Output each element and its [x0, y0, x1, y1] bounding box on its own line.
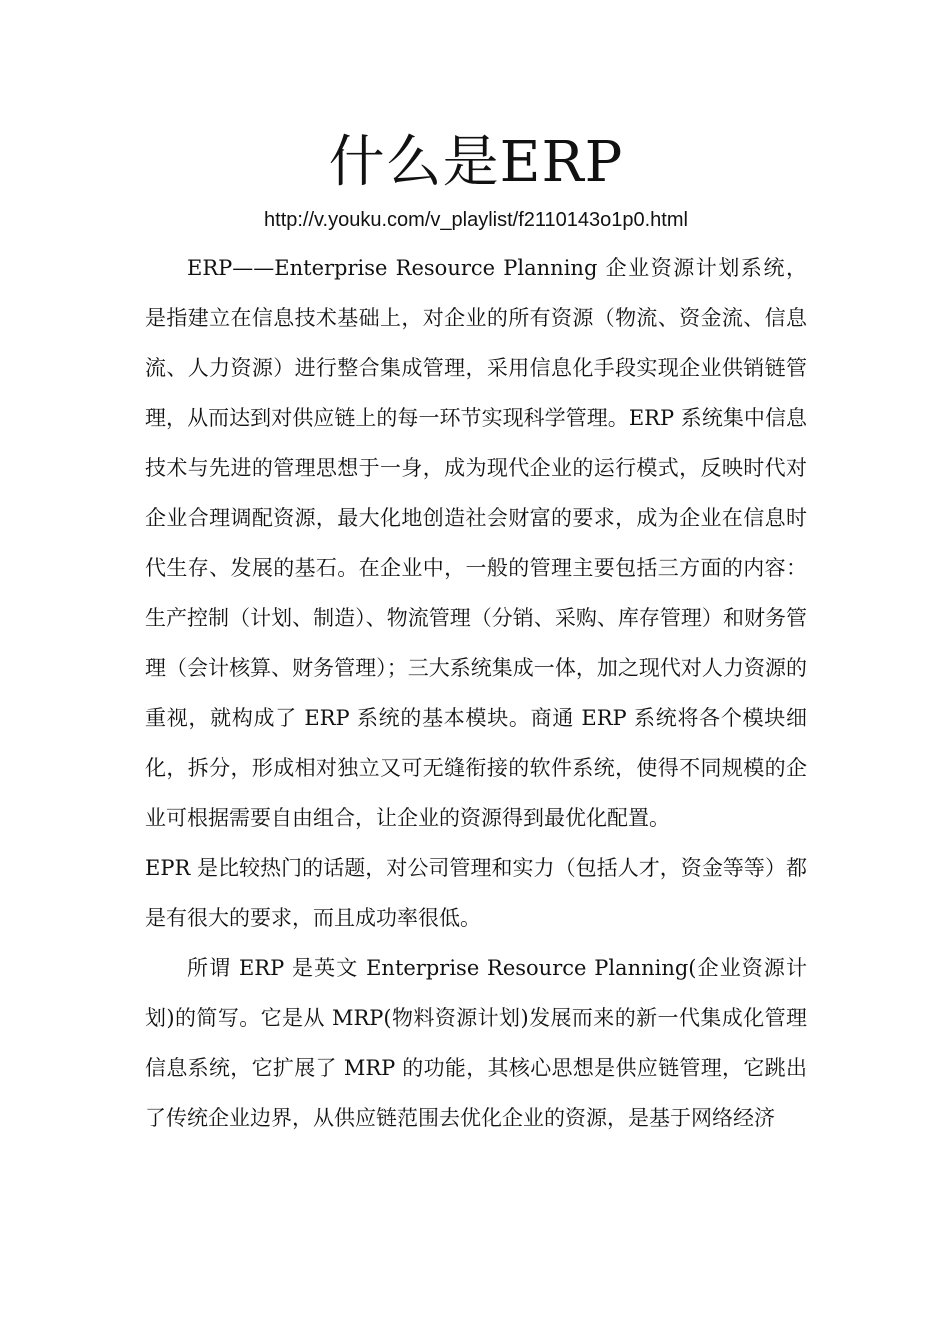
- paragraph-erp-definition: ERP——Enterprise Resource Planning 企业资源计划系统，是指建立在信息技术基础上，对企业的所有资源（物流、资金流、信息流、人力资源）进行整合集成管理，采用信息化手段实现企业供销链管理，从而达到对供应链上的每一环节实现科学管理。ERP 系统集中信息技术与先进的管理思想于一身，成为现代企业的运行模式，反映时代对企业合理调配资源，最大化地创造社会财富的要求，成为企业在信息时代生存、发展的基石。在企业中，一般的管理主要包括三方面的内容：生产控制（计划、制造）、物流管理（分销、采购、库存管理）和财务管理（会计核算、财务管理）；三大系统集成一体，加之现代对人力资源的重视，就构成了 ERP 系统的基本模块。商通 ERP 系统将各个模块细化，拆分，形成相对独立又可无缝衔接的软件系统，使得不同规模的企业可根据需要自由组合，让企业的资源得到最优化配置。: [145, 256, 807, 830]
- document-title: 什么是ERP: [328, 130, 624, 195]
- paragraph-epr-topic: EPR 是比较热门的话题，对公司管理和实力（包括人才，资金等等）都是有很大的要求，而且成功率很低。: [145, 856, 807, 930]
- document-body: [145, 125, 807, 1143]
- source-url: http://v.youku.com/v_playlist/f2110143o1p0.html: [264, 209, 688, 231]
- paragraph-erp-abbreviation: 所谓 ERP 是英文 Enterprise Resource Planning(企业资源计划)的简写。它是从 MRP(物料资源计划)发展而来的新一代集成化管理信息系统，它扩展了 MRP 的功能，其核心思想是供应链管理，它跳出了传统企业边界，从供应链范围去优化企业的资源，是基于网络经济: [145, 956, 807, 1130]
